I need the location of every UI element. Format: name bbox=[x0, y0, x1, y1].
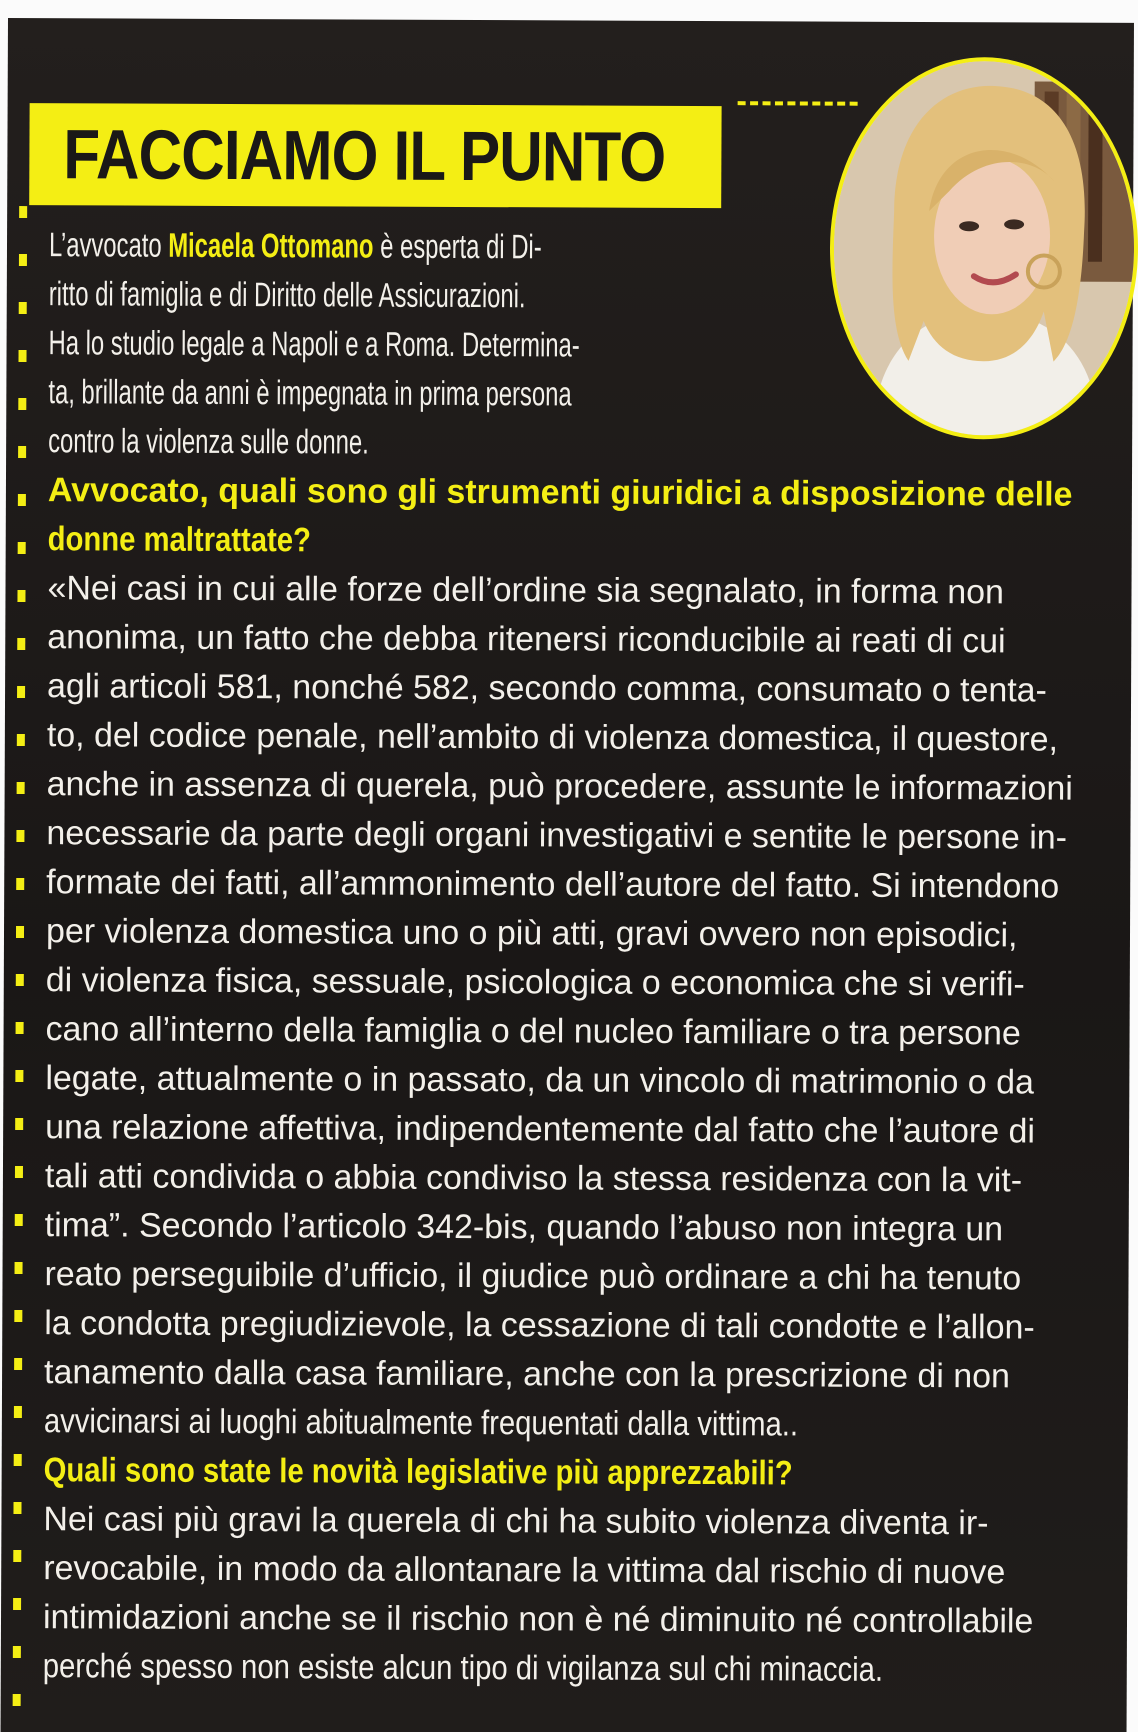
title-box bbox=[29, 103, 721, 208]
answer-1-line: cano all’interno della famiglia o del nucleo familiare o tra persone bbox=[45, 1010, 1021, 1053]
answer-2-line: Nei casi più gravi la querela di chi ha subito violenza diventa ir- bbox=[43, 1500, 989, 1543]
answer-2-line: perché spesso non esiste alcun tipo di vigilanza sul chi minaccia. bbox=[42, 1647, 884, 1689]
article-body bbox=[43, 221, 1119, 1696]
question-1-line-2: donne maltrattate? bbox=[47, 520, 312, 560]
answer-1-line: tali atti condivida o abbia condiviso la stessa residenza con la vit- bbox=[44, 1157, 1023, 1200]
question-1-line-1: Avvocato, quali sono gli strumenti giuridici a disposizione delle bbox=[47, 471, 1073, 514]
answer-1-line: avvicinarsi ai luoghi abitualmente frequentati dalla vittima.. bbox=[43, 1402, 799, 1444]
answer-1-line: formate dei fatti, all’ammonimento dell’autore del fatto. Si intendono bbox=[46, 863, 1060, 906]
answer-1 bbox=[44, 564, 1118, 1451]
left-dashed-border bbox=[13, 206, 28, 1732]
answer-1-line: anche in assenza di querela, può procedere, assunte le informazioni bbox=[46, 765, 1073, 808]
answer-1-line: to, del codice penale, nell’ambito di violenza domestica, il questore, bbox=[46, 716, 1059, 759]
answer-1-line: la condotta pregiudizievole, la cessazione di tali condotte e l’allon- bbox=[44, 1304, 1035, 1347]
answer-1-line: tanamento dalla casa familiare, anche con la prescrizione di non bbox=[44, 1353, 1010, 1396]
answer-1-line: per violenza domestica uno o più atti, gravi ovvero non episodici, bbox=[45, 912, 1018, 955]
answer-1-line: di violenza fisica, sessuale, psicologica o economica che si verifi- bbox=[45, 961, 1025, 1004]
answer-1-line: necessarie da parte degli organi investigativi e sentite le persone in- bbox=[46, 814, 1068, 857]
answer-1-line: reato perseguibile d’ufficio, il giudice può ordinare a chi ha tenuto bbox=[44, 1255, 1022, 1298]
intro-line-3: Ha lo studio legale a Napoli e a Roma. Determina- bbox=[48, 324, 580, 365]
intro-line-2: ritto di famiglia e di Diritto delle Assicurazioni. bbox=[48, 275, 526, 316]
lawyer-name: Micaela Ottomano bbox=[168, 226, 374, 266]
answer-1-line: «Nei casi in cui alle forze dell’ordine sia segnalato, in forma non bbox=[47, 569, 1004, 612]
intro-line-1 bbox=[49, 221, 799, 273]
intro-line-4: ta, brillante da anni è impegnata in prima persona bbox=[48, 373, 572, 414]
answer-1-line: tima”. Secondo l’articolo 342-bis, quando l’abuso non integra un bbox=[44, 1206, 1004, 1249]
answer-1-line: anonima, un fatto che debba ritenersi riconducibile ai reati di cui bbox=[47, 618, 1006, 661]
intro-text: L’avvocato bbox=[48, 226, 169, 265]
title-dash-divider bbox=[738, 101, 858, 106]
dark-panel bbox=[1, 18, 1134, 1732]
answer-1-line: una relazione affettiva, indipendentemente dal fatto che l’autore di bbox=[45, 1108, 1036, 1151]
answer-2-line: intimidazioni anche se il rischio non è né diminuito né controllabile bbox=[42, 1598, 1034, 1641]
answer-1-line: legate, attualmente o in passato, da un vincolo di matrimonio o da bbox=[45, 1059, 1034, 1102]
page-title: FACCIAMO IL PUNTO bbox=[63, 115, 666, 196]
answer-1-line: agli articoli 581, nonché 582, secondo comma, consumato o tenta- bbox=[47, 667, 1047, 710]
question-2: Quali sono state le novità legislative più apprezzabili? bbox=[43, 1451, 793, 1493]
intro-line-5: contro la violenza sulle donne. bbox=[48, 422, 369, 462]
answer-2 bbox=[43, 1495, 1114, 1696]
intro-text: è esperta di Di- bbox=[373, 227, 542, 267]
answer-2-line: revocabile, in modo da allontanare la vittima dal rischio di nuove bbox=[43, 1549, 1006, 1592]
